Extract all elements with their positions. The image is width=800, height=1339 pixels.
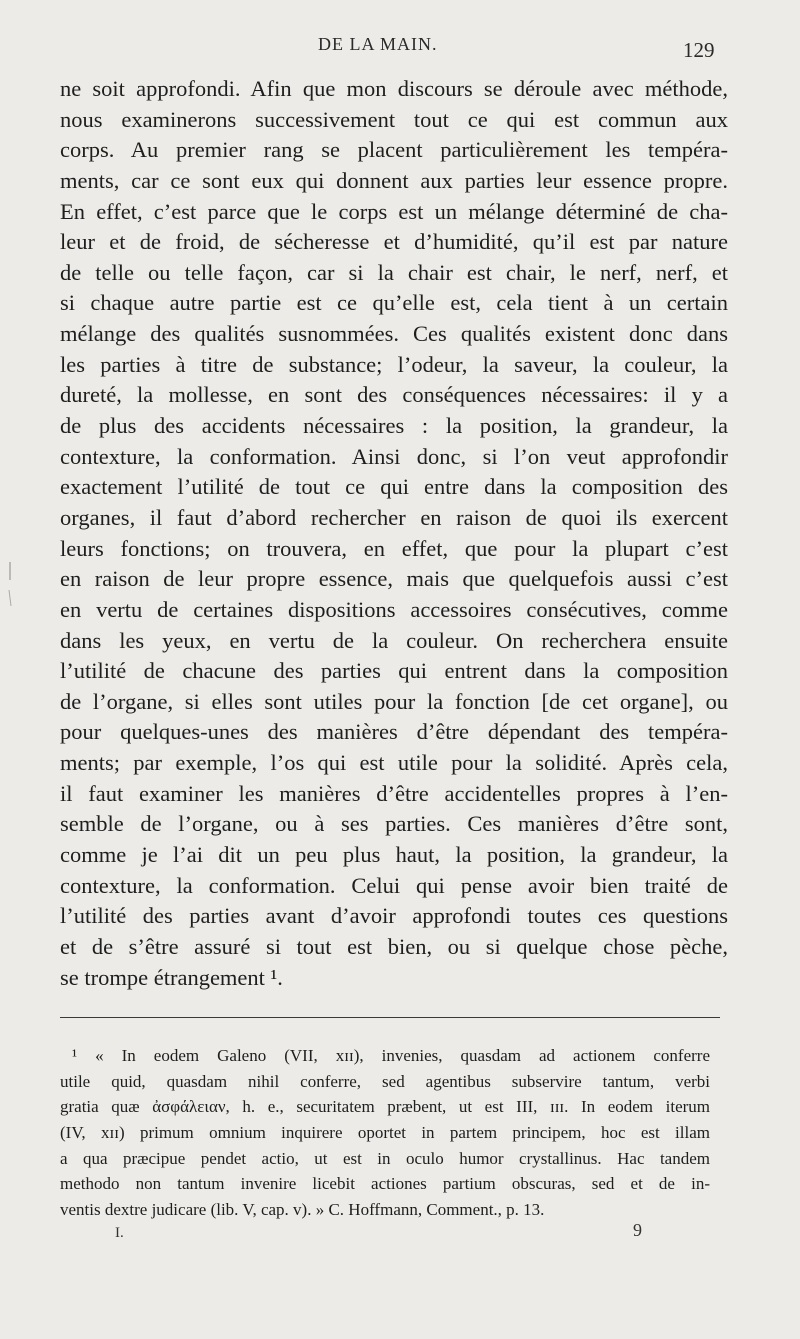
body-line: semble de l’organe, ou à ses parties. Ces manières d’être sont,: [60, 811, 728, 837]
body-text: [60, 74, 728, 993]
body-line: ne soit approfondi. Afin que mon discours se déroule avec méthode,: [60, 76, 728, 101]
body-line: l’utilité de chacune des parties qui entrent dans la composition: [60, 658, 728, 684]
body-line: corps. Au premier rang se placent particulièrement les tempéra-: [60, 137, 728, 163]
body-line: les parties à titre de substance; l’odeur, la saveur, la couleur, la: [60, 351, 728, 377]
body-line: comme je l’ai dit un peu plus haut, la position, la grandeur, la: [60, 842, 728, 868]
body-line: mélange des qualités susnommées. Ces qualités existent donc dans: [60, 321, 728, 347]
body-line: de plus des accidents nécessaires : la position, la grandeur, la: [60, 413, 728, 439]
margin-mark: [6, 560, 12, 610]
body-line: pour quelques-unes des manières d’être dépendant des tempéra-: [60, 719, 728, 745]
sheet-number: 9: [633, 1220, 642, 1240]
footnote-rule: [60, 1017, 720, 1018]
body-line: contexture, la conformation. Celui qui pense avoir bien traité de: [60, 872, 728, 898]
body-line: de l’organe, si elles sont utiles pour la fonction [de cet organe], ou: [60, 688, 728, 714]
body-line: il faut examiner les manières d’être accidentelles propres à l’en-: [60, 780, 728, 806]
body-line: si chaque autre partie est ce qu’elle est, cela tient à un certain: [60, 290, 728, 316]
footnote-line: utile quid, quasdam nihil conferre, sed agentibus subservire tantum, verbi: [60, 1071, 710, 1091]
footnote-line: methodo non tantum invenire licebit actiones partium obscuras, sed et de in-: [60, 1174, 710, 1194]
footnote-line: ventis dextre judicare (lib. V, cap. v). » C. Hoffmann, Comment., p. 13.: [60, 1200, 545, 1220]
body-line: se trompe étrangement ¹.: [60, 964, 283, 990]
body-line: exactement l’utilité de tout ce qui entre dans la composition des: [60, 474, 728, 500]
sheet-signature: I.: [115, 1225, 124, 1241]
body-line: leurs fonctions; on trouvera, en effet, que pour la plupart c’est: [60, 535, 728, 561]
page-number: 129: [683, 38, 715, 62]
body-line: ments, car ce sont eux qui donnent aux parties leur essence propre.: [60, 167, 728, 193]
body-line: contexture, la conformation. Ainsi donc, si l’on veut approfondir: [60, 443, 728, 469]
body-line: dans les yeux, en vertu de la couleur. On recherchera ensuite: [60, 627, 728, 653]
body-line: ments; par exemple, l’os qui est utile pour la solidité. Après cela,: [60, 750, 728, 776]
body-line: leur et de froid, de sécheresse et d’humidité, qu’il est par nature: [60, 229, 728, 255]
body-line: dureté, la mollesse, en sont des conséquences nécessaires: il y a: [60, 382, 728, 408]
body-line: en raison de leur propre essence, mais que quelquefois aussi c’est: [60, 566, 728, 592]
body-line: en vertu de certaines dispositions accessoires consécutives, comme: [60, 596, 728, 622]
running-title: DE LA MAIN.: [318, 34, 438, 54]
footnote-line: ¹ « In eodem Galeno (VII, xɪɪ), invenies, quasdam ad actionem conferre: [72, 1046, 710, 1065]
body-line: et de s’être assuré si tout est bien, ou si quelque chose pèche,: [60, 933, 728, 959]
footnote: [60, 1043, 710, 1223]
body-line: nous examinerons successivement tout ce qui est commun aux: [60, 106, 728, 132]
body-line: En effet, c’est parce que le corps est un mélange déterminé de cha-: [60, 198, 728, 224]
body-line: organes, il faut d’abord rechercher en raison de quoi ils exercent: [60, 504, 728, 530]
footnote-line: gratia quæ ἀσφάλειαν, h. e., securitatem præbent, ut est III, ɪɪɪ. In eodem iterum: [60, 1097, 710, 1117]
body-line: l’utilité des parties avant d’avoir approfondi toutes ces questions: [60, 903, 728, 929]
footnote-line: a qua præcipue pendet actio, ut est in oculo humor crystallinus. Hac tandem: [60, 1148, 710, 1168]
footnote-line: (IV, xɪɪ) primum omnium inquirere oportet in partem principem, hoc est illam: [60, 1123, 710, 1143]
running-head: [0, 34, 800, 64]
body-line: de telle ou telle façon, car si la chair est chair, le nerf, nerf, et: [60, 259, 728, 285]
